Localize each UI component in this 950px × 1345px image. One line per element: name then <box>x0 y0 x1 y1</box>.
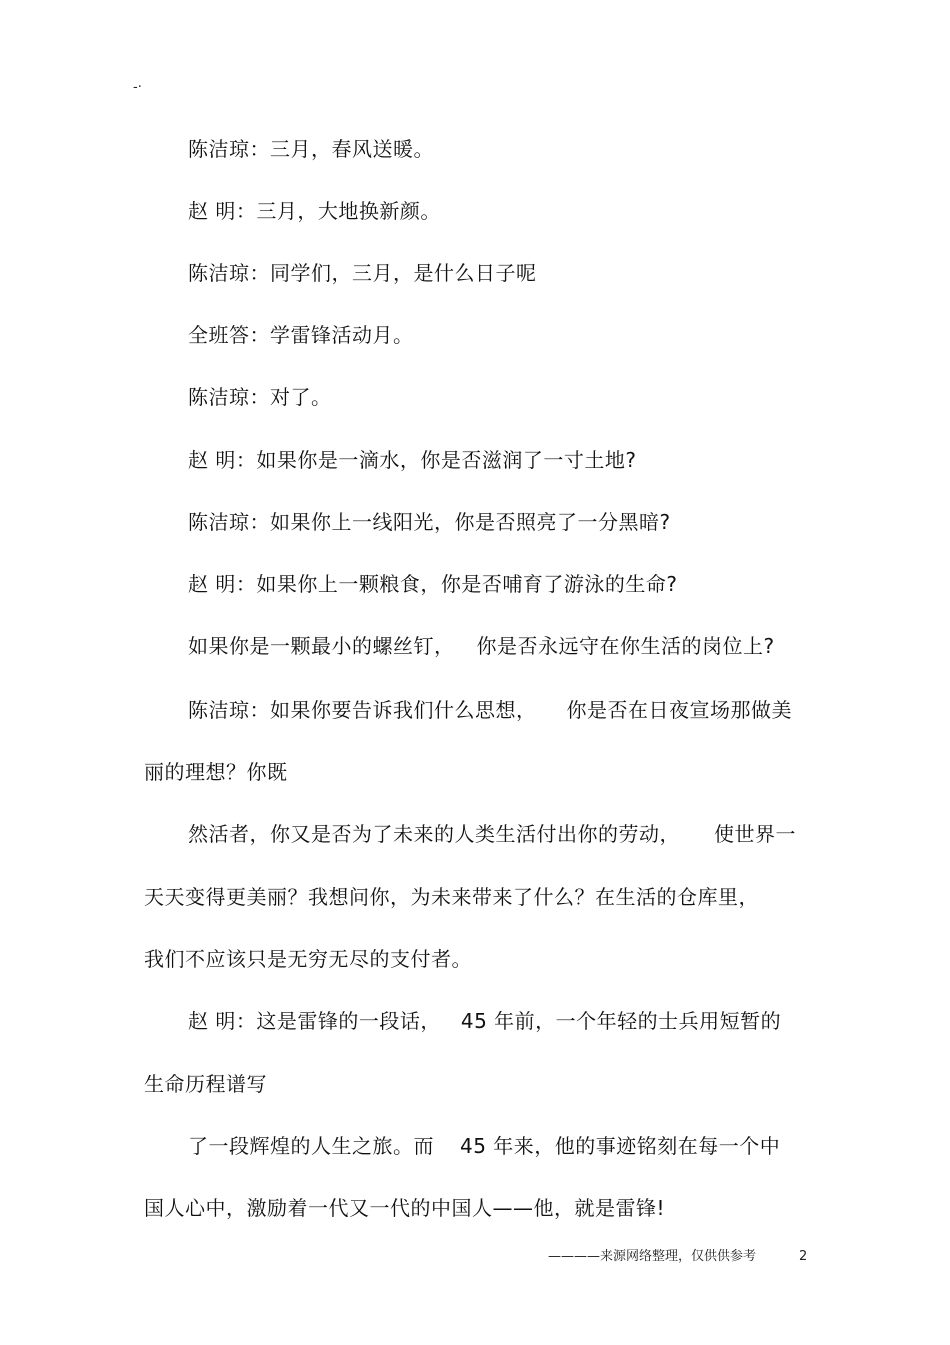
footer-source-note: ————来源网络整理，仅供供参考 <box>548 1249 757 1264</box>
dialogue-line: 陈洁琼：对了。 <box>188 385 332 409</box>
dialogue-line: 生命历程谱写 <box>144 1072 267 1096</box>
line-segment: 使世界一 <box>714 822 796 846</box>
dialogue-line <box>188 820 796 848</box>
dialogue-line: 我们不应该只是无穷无尽的支付者。 <box>144 947 472 971</box>
line-segment: 然活者，你又是否为了未来的人类生活付出你的劳动， <box>188 822 680 846</box>
dialogue-line: 全班答：学雷锋活动月。 <box>188 323 414 347</box>
dialogue-line: 赵 明：三月，大地换新颜。 <box>188 199 441 223</box>
line-segment: 45 年来，他的事迹铭刻在每一个中 <box>460 1134 781 1158</box>
dialogue-line <box>188 1132 780 1160</box>
dialogue-line: 丽的理想？你既 <box>144 760 288 784</box>
dialogue-line <box>188 696 792 724</box>
line-segment: 45 年前，一个年轻的士兵用短暂的 <box>460 1009 782 1033</box>
dialogue-line: 天天变得更美丽？我想问你，为未来带来了什么？在生活的仓库里， <box>144 885 759 909</box>
line-segment: 了一段辉煌的人生之旅。而 <box>188 1134 434 1158</box>
line-segment: 赵 明：这是雷锋的一段话， <box>188 1009 441 1033</box>
dialogue-line <box>188 1007 781 1035</box>
page-number: 2 <box>799 1249 808 1264</box>
dialogue-line <box>188 632 775 660</box>
dialogue-line: 国人心中，激励着一代又一代的中国人——他，就是雷锋! <box>144 1196 666 1220</box>
line-segment: 如果你是一颗最小的螺丝钉， <box>188 634 455 658</box>
header-mark: -· <box>133 80 142 95</box>
dialogue-line: 陈洁琼：如果你上一线阳光，你是否照亮了一分黑暗? <box>188 510 671 534</box>
dialogue-line: 陈洁琼：同学们，三月，是什么日子呢 <box>188 261 537 285</box>
dialogue-line: 赵 明：如果你上一颗粮食，你是否哺育了游泳的生命? <box>188 572 678 596</box>
line-segment: 你是否在日夜宣场那做美 <box>566 698 792 722</box>
line-segment: 陈洁琼：如果你要告诉我们什么思想， <box>188 698 537 722</box>
dialogue-line: 陈洁琼：三月，春风送暖。 <box>188 137 434 161</box>
line-segment: 你是否永远守在你生活的岗位上? <box>476 634 775 658</box>
dialogue-line: 赵 明：如果你是一滴水，你是否滋润了一寸土地? <box>188 448 637 472</box>
